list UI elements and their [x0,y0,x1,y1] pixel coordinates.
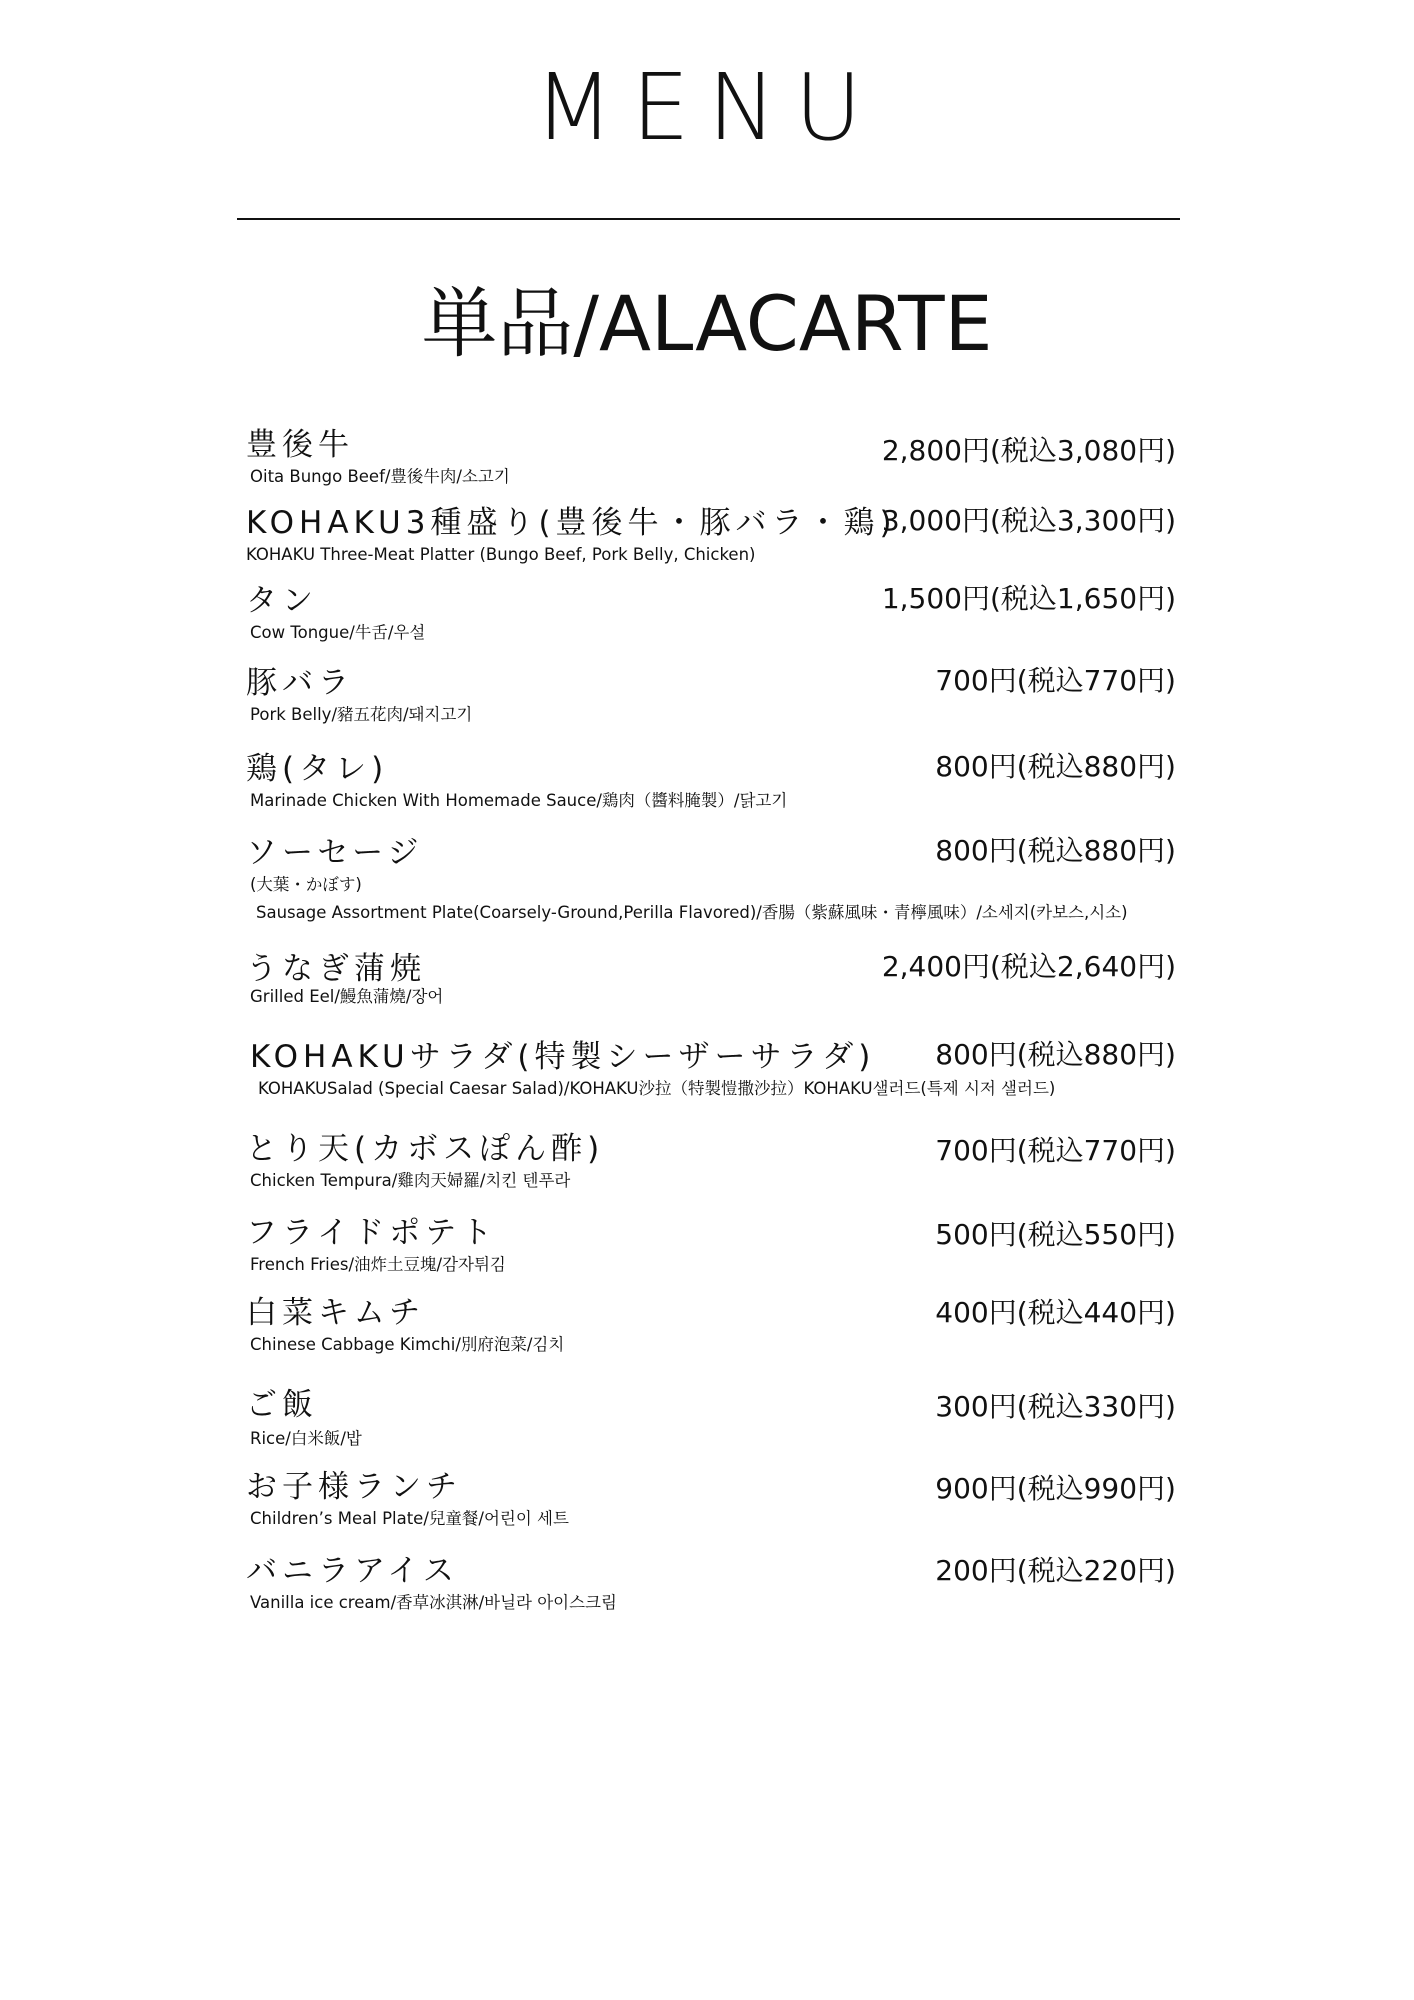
section-title: 単品/ALACARTE [421,279,993,368]
menu-item-name: ソーセージ [246,835,424,871]
menu-item-name: 白菜キムチ [246,1295,426,1331]
menu-item-name: 豊後牛 [246,427,354,463]
menu-item-description: Chinese Cabbage Kimchi/別府泡菜/김치 [250,1335,565,1354]
menu-item-description: Vanilla ice cream/香草冰淇淋/바닐라 아이스크림 [250,1593,617,1612]
menu-item-description: Rice/白米飯/밥 [250,1429,362,1448]
menu-item-description: KOHAKUSalad (Special Caesar Salad)/KOHAKU沙拉（特製愷撒沙拉）KOHAKU샐러드(특제 시저 샐러드) [258,1079,1056,1098]
menu-item-description: Grilled Eel/鰻魚蒲燒/장어 [250,987,444,1006]
menu-item-price: 3,000円(税込3,300円) [881,504,1176,537]
menu-item-name: フライドポテト [246,1215,498,1251]
menu-item-name: とり天(カボスぽん酢) [246,1131,605,1167]
menu-item-name: KOHAKU3種盛り(豊後牛・豚バラ・鶏) [246,505,897,541]
menu-item-name: KOHAKUサラダ(特製シーザーサラダ) [250,1039,876,1075]
menu-item-price: 800円(税込880円) [935,834,1176,867]
menu-item-name: タン [246,583,318,619]
menu-item-description: Marinade Chicken With Homemade Sauce/鶏肉（醬料腌製）/닭고기 [250,791,788,810]
menu-item-price: 900円(税込990円) [935,1472,1176,1505]
menu-item-price: 2,800円(税込3,080円) [881,434,1176,467]
menu-item-price: 800円(税込880円) [935,750,1176,783]
menu-item-price: 2,400円(税込2,640円) [881,950,1176,983]
menu-item-description: KOHAKU Three-Meat Platter (Bungo Beef, Pork Belly, Chicken) [246,545,756,564]
menu-item-description: Sausage Assortment Plate(Coarsely-Ground,Perilla Flavored)/香腸（紫蘇風味・青檸風味）/소세지(카보스,시소) [256,903,1128,922]
menu-item-price: 400円(税込440円) [935,1296,1176,1329]
menu-item-price: 500円(税込550円) [935,1218,1176,1251]
menu-item-price: 800円(税込880円) [935,1038,1176,1071]
menu-item-name: うなぎ蒲焼 [246,951,426,987]
menu-title: MENU [534,54,880,161]
menu-item-description: Children’s Meal Plate/兒童餐/어린이 세트 [250,1509,569,1528]
menu-item-name: ご飯 [246,1387,318,1423]
menu-item-name: 豚バラ [246,665,354,701]
menu-item-name: お子様ランチ [246,1469,462,1505]
menu-item-name: 鶏(タレ) [246,751,389,787]
menu-item-price: 1,500円(税込1,650円) [881,582,1176,615]
menu-item-description: French Fries/油炸土豆塊/감자튀김 [250,1255,506,1274]
menu-item-description: Cow Tongue/牛舌/우설 [250,623,426,642]
menu-item-description: Chicken Tempura/雞肉天婦羅/치킨 텐푸라 [250,1171,571,1190]
menu-item-price: 700円(税込770円) [935,664,1176,697]
menu-item-price: 700円(税込770円) [935,1134,1176,1167]
menu-item-description: Oita Bungo Beef/豊後牛肉/소고기 [250,467,510,486]
menu-item-price: 200円(税込220円) [935,1554,1176,1587]
menu-item-price: 300円(税込330円) [935,1390,1176,1423]
menu-item-description: Pork Belly/豬五花肉/돼지고기 [250,705,473,724]
menu-item-subtitle: (大葉・かぼす) [250,875,362,894]
menu-item-name: バニラアイス [246,1553,459,1589]
